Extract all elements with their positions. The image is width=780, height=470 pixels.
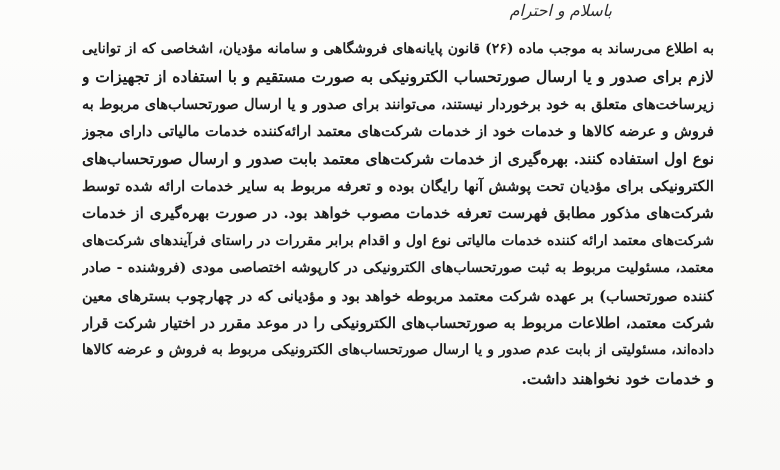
letter-body: [82, 36, 714, 466]
body-line: شرکت معتمد، اطلاعات مربوط به صورتحساب‌های الکترونیکی را در موعد مقرر در اختیار شرکت قرار: [82, 314, 714, 332]
body-line: معتمد، مسئولیت مربوط به ثبت صورتحساب‌های الکترونیکی در کارپوشه اختصاصی مودی (فروشنده - صادر: [82, 260, 714, 277]
salutation: باسلام و احترام: [509, 1, 612, 20]
body-line: لازم برای صدور و یا ارسال صورتحساب الکترونیکی به صورت مستقیم و با استفاده از تجهیزات و: [82, 67, 714, 87]
body-line: شرکت‌های معتمد ارائه کننده خدمات مالیاتی نوع اول و اقدام برابر مقررات در راستای فرآیندهای شرکت‌های: [82, 232, 714, 249]
body-line: شرکت‌های مذکور مطابق فهرست تعرفه خدمات مصوب خواهد بود. در صورت بهره‌گیری از خدمات: [82, 204, 714, 223]
body-line: داده‌اند، مسئولیتی از بابت عدم صدور و یا ارسال صورتحساب‌های الکترونیکی مربوط به فروش و عرضه کالاها: [82, 342, 714, 359]
body-line: فروش و عرضه کالاها و خدمات خود از خدمات شرکت‌های معتمد ارائه‌کننده خدمات مالیاتی دارای مجوز: [82, 123, 714, 141]
body-line: زیرساخت‌های متعلق به خود برخوردار نیستند، می‌توانند برای صدور و یا ارسال صورتحساب‌های مربوط به: [82, 95, 714, 113]
body-line: کننده صورتحساب) بر عهده شرکت معتمد مربوطه خواهد بود و مؤدیانی که در چهارچوب بسترهای معین: [82, 287, 714, 305]
body-line: به اطلاع می‌رساند به موجب ماده (۲۶) قانون پایانه‌های فروشگاهی و سامانه مؤدیان، اشخاصی که از توانایی: [82, 41, 714, 57]
body-line: الکترونیکی برای مؤدیان تحت پوشش آنها رایگان بوده و تعرفه مربوط به سایر خدمات ارائه شده توسط: [82, 177, 714, 195]
body-line-last: و خدمات خود نخواهند داشت.: [521, 368, 714, 388]
body-line: نوع اول استفاده کنند. بهره‌گیری از خدمات شرکت‌های معتمد بابت صدور و ارسال صورتحساب‌های: [82, 149, 714, 168]
